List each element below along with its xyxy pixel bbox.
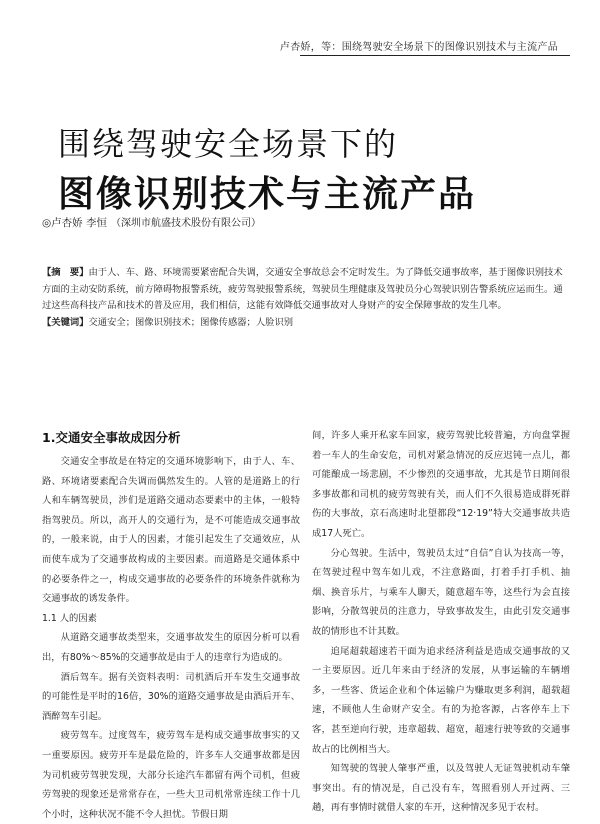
- author-affiliation: （深圳市航盛技术股份有限公司）: [111, 218, 261, 229]
- abstract-block: [42, 265, 568, 331]
- header-rule: [300, 55, 570, 56]
- keywords-label: 【关键词】: [42, 316, 89, 328]
- page-title-line-1: 围绕驾驶安全场景下的: [58, 125, 399, 163]
- author-line: [42, 214, 261, 230]
- running-head: 卢杏娇，等：围绕驾驶安全场景下的图像识别技术与主流产品: [279, 42, 558, 53]
- paragraph: 交通安全事故是在特定的交通环境影响下，由于人、车、路、环境诸要素配合失调而偶然发生的。人管的是道路上的行人和车辆驾驶员，涉们是道路交通动态要素中的主体，一般特指驾驶员。所以，高开人的交通行为，是不可能造成交通事故的，一般来说，由于人的因素，才能引起发生了交通效应，从而使车成为了交通事故构成的主要因素。而道路是交通体系中的必要条件之一，构成交通事故的必要条件的环境条件就称为交通事故的诱发条件。: [42, 456, 300, 605]
- left-column: [42, 428, 300, 824]
- paragraph: 知驾驶的驾驶人肇事严重，以及驾驶人无证驾驶机动车肇事突出。有的情况是，自己没有车，驾照看别人开过两、三趟，再有事情时就借人家的车开，这种情况多见于农村。: [312, 763, 570, 814]
- subsection-heading: 1.1 人的因素: [42, 612, 97, 624]
- paragraph: 疲劳驾车。过度驾车，疲劳驾车是构成交通事故事实的又一重要原因。疲劳开车是最危险的，许多车人交通事故都是因为司机疲劳驾驶发现，大部分长途汽车都留有两个司机，但疲劳驾驶的现象还是常常存在，一些大卫司机常常连续工作十几个小时，这种状况不能不令人担忧。节假日期: [42, 730, 300, 820]
- paragraph: 从道路交通事故类型来，交通事故发生的原因分析可以看出，有80%～85%的交通事故是由于人的违章行为造成的。: [42, 632, 300, 663]
- page-title-line-2: 图像识别技术与主流产品: [58, 174, 477, 215]
- keywords-line: [42, 315, 568, 332]
- section-heading: 1.交通安全事故成因分析: [42, 430, 181, 445]
- author-names: ◎卢杏娇 李恒: [42, 217, 107, 229]
- keywords-text: 交通安全；图像识别技术；图像传感器；人脸识别: [88, 316, 294, 328]
- paragraph: 间，许多人乘开私家车回家，疲劳驾驶比较普遍，方向盘掌握着一车人的生命安危，司机对紧急情况的反应迟钝一点儿，都可能酿成一场悲剧，不少惨烈的交通事故，尤其是节日期间很多事故都和司机的疲劳驾驶有关，而人们不久很易造成群死群伤的大事故，京石高速时北望都段“12·19”特大交通事故共造成17人死亡。: [312, 430, 570, 539]
- paragraph: 酒后驾车。据有关资料表明：司机酒后开车发生交通事故的可能性是平时的16倍，30%的道路交通事故是由酒后开车、酒醉驾车引起。: [42, 671, 300, 722]
- paragraph: 分心驾驶。生活中，驾驶员太过“自信”自认为技高一等，在驾驶过程中驾车如儿戏，不注意路面，打着手打手机、抽烟、换音乐片，与乘车人聊天，随意超车等，这些行为会直接影响，分散驾驶员的注意力，导致事故发生，由此引发交通事故的情形也不计其数。: [312, 547, 570, 637]
- paragraph: 追尾超载超速若干面为追求经济利益是造成交通事故的又一主要原因。近几年来由于经济的发展，从事运输的车辆增多，一些客、货运企业和个体运输户为赚取更多利润，超载超速，不顾他人生命财产安全。有的为抢客源，占客停车上下客，甚至逆向行驶，违章超载、超宽，超速行驶等致的交通事故占的比例相当大。: [312, 645, 570, 755]
- abstract-label: 【摘 要】: [42, 267, 89, 278]
- right-column: [312, 426, 570, 818]
- abstract-text: 由于人、车、路、环境需要紧密配合失调，交通安全事故总会不定时发生。为了降低交通事故率，基于图像识别技术方面的主动安防系统，前方障碍物报警系统，疲劳驾驶报警系统，驾驶员生理健康及驾驶员分心驾驶识别告警系统应运而生。通过这些高科技产品和技术的普及应用，我们相信，这能有效降低交通事故对人身财产的安全保障事故的发生几率。: [42, 267, 563, 311]
